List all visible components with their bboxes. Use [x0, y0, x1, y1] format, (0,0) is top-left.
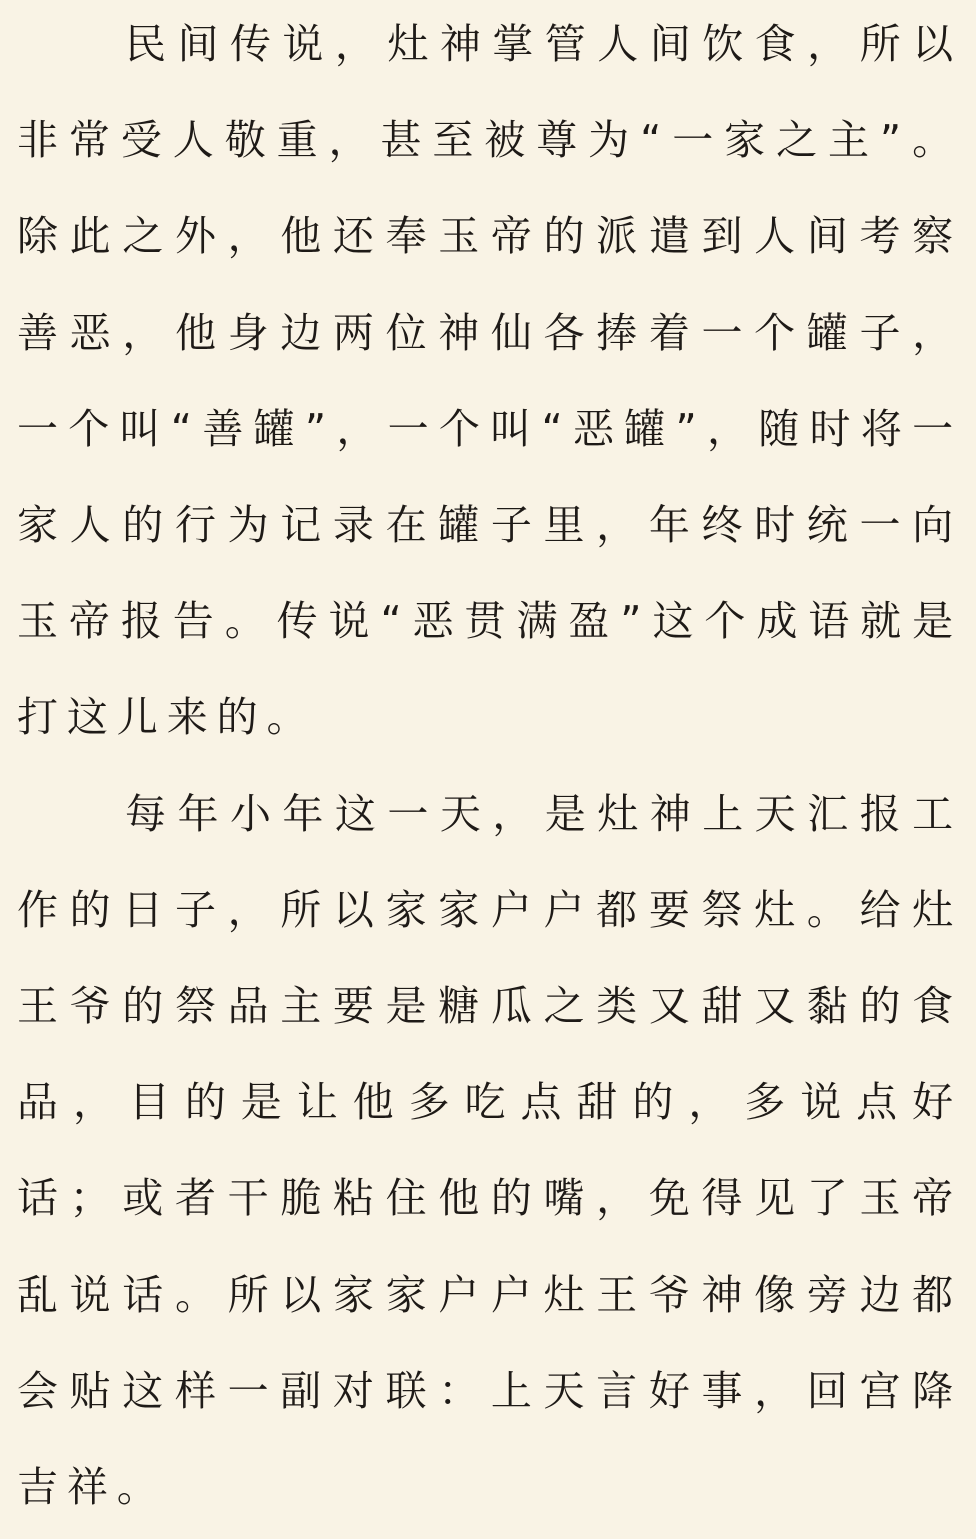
- article-paragraph-kitchen-god-legend: 民间传说，灶神掌管人间饮食，所以非常受人敬重，甚至被尊为“一家之主”。除此之外，他还奉玉帝的派遣到人间考察善恶，他身边两位神仙各捧着一个罐子，一个叫“善罐”，一个叫“恶罐”，随时将一家人的行为记录在罐子里，年终时统一向玉帝报告。传说“恶贯满盈”这个成语就是打这儿来的。: [17, 20, 962, 742]
- article-paragraph-kitchen-god-offering: 每年小年这一天，是灶神上天汇报工作的日子，所以家家户户都要祭灶。给灶王爷的祭品主要是糖瓜之类又甜又黏的食品，目的是让他多吃点甜的，多说点好话；或者干脆粘住他的嘴，免得见了玉帝乱说话。所以家家户户灶王爷神像旁边都会贴这样一副对联：上天言好事，回宫降吉祥。: [17, 789, 962, 1512]
